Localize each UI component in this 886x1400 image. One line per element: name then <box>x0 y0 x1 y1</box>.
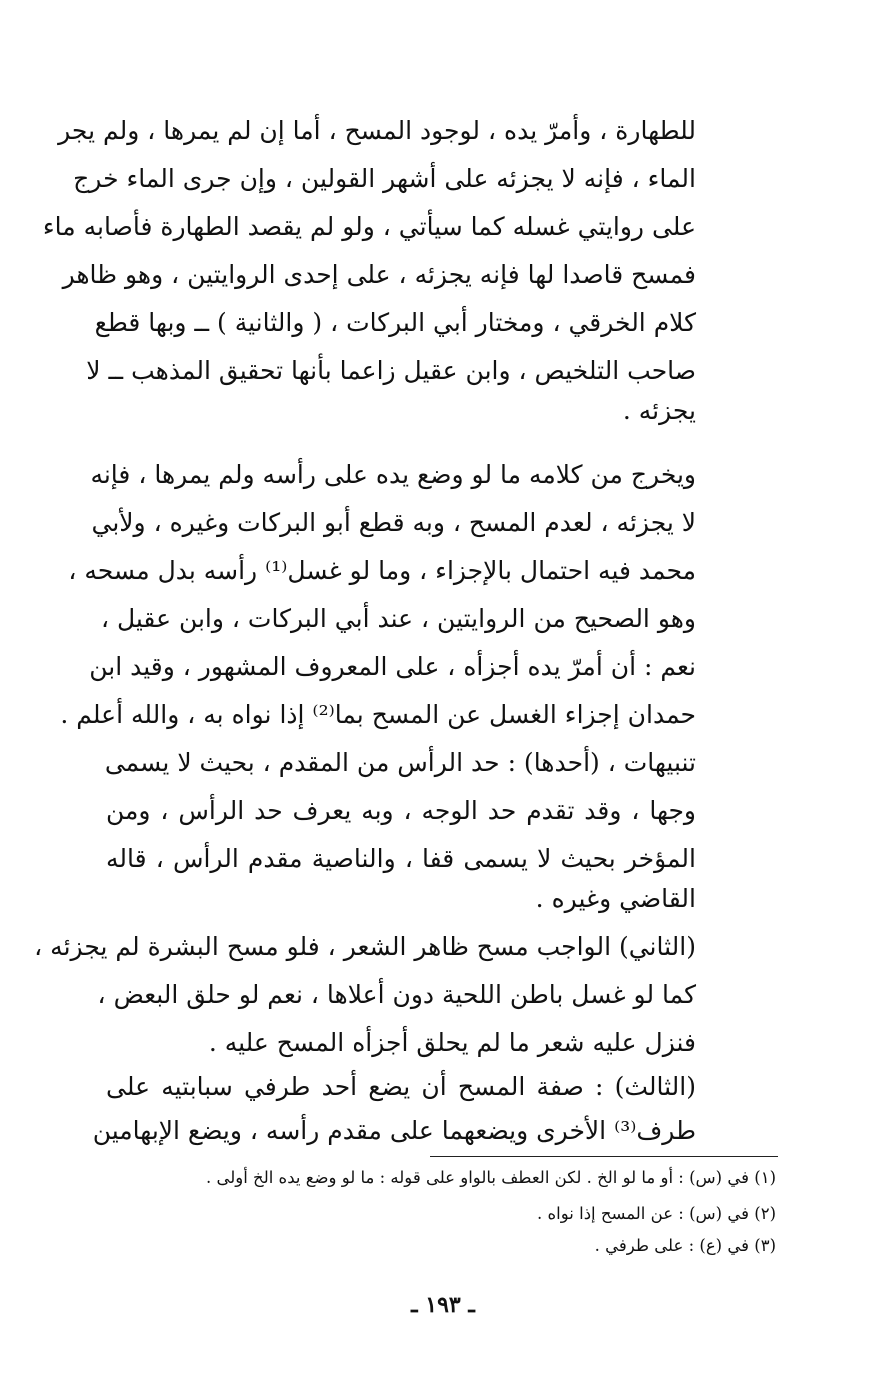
body-line-15: وجها ، وقد تقدم حد الوجه ، وبه يعرف حد الرأس ، ومن <box>106 796 696 825</box>
body-line-8: ويخرج من كلامه ما لو وضع يده على رأسه ولم يمرها ، فإنه <box>90 460 696 489</box>
body-line-5: كلام الخرقي ، ومختار أبي البركات ، ( والثانية ) ــ وبها قطع <box>94 308 696 337</box>
body-line-17: القاضي وغيره . <box>535 884 696 913</box>
body-line-12: نعم : أن أمرّ يده أجزأه ، على المعروف المشهور ، وقيد ابن <box>89 652 696 681</box>
body-line-16: المؤخر بحيث لا يسمى قفا ، والناصية مقدم الرأس ، قاله <box>106 844 696 873</box>
page-number: ـ ١٩٣ ـ <box>411 1292 475 1318</box>
body-line-10: محمد فيه احتمال بالإجزاء ، وما لو غسل⁽¹⁾ رأسه بدل مسحه ، <box>68 556 696 585</box>
body-line-6: صاحب التلخيص ، وابن عقيل زاعما بأنها تحقيق المذهب ــ لا <box>86 356 696 385</box>
body-line-22: طرف⁽³⁾ الأخرى ويضعهما على مقدم رأسه ، ويضع الإبهامين <box>92 1116 696 1145</box>
body-line-3: على روايتي غسله كما سيأتي ، ولو لم يقصد الطهارة فأصابه ماء <box>42 212 696 241</box>
body-line-1: للطهارة ، وأمرّ يده ، لوجود المسح ، أما إن لم يمرها ، ولم يجر <box>58 116 696 145</box>
body-line-11: وهو الصحيح من الروايتين ، عند أبي البركات ، وابن عقيل ، <box>100 604 696 633</box>
body-line-13: حمدان إجزاء الغسل عن المسح بما⁽²⁾ إذا نواه به ، والله أعلم . <box>60 700 696 729</box>
body-line-20: فنزل عليه شعر ما لم يحلق أجزأه المسح عليه . <box>208 1028 696 1057</box>
body-line-21: (الثالث) : صفة المسح أن يضع أحد طرفي سبابتيه على <box>106 1072 696 1101</box>
body-line-2: الماء ، فإنه لا يجزئه على أشهر القولين ، وإن جرى الماء خرج <box>73 164 696 193</box>
body-line-9: لا يجزئه ، لعدم المسح ، وبه قطع أبو البركات وغيره ، ولأبي <box>91 508 696 537</box>
body-line-4: فمسح قاصدا لها فإنه يجزئه ، على إحدى الروايتين ، وهو ظاهر <box>62 260 696 289</box>
body-line-7: يجزئه . <box>622 396 696 425</box>
body-line-18: (الثاني) الواجب مسح ظاهر الشعر ، فلو مسح البشرة لم يجزئه ، <box>34 932 696 961</box>
footnote-3: (٣) في (ع) : على طرفي . <box>594 1236 776 1255</box>
body-line-14: تنبيهات ، (أحدها) : حد الرأس من المقدم ، بحيث لا يسمى <box>104 748 696 777</box>
footnote-2: (٢) في (س) : عن المسح إذا نواه . <box>537 1204 776 1223</box>
footnote-1: (١) في (س) : أو ما لو الخ . لكن العطف بالواو على قوله : ما لو وضع يده الخ أولى . <box>205 1168 776 1187</box>
body-line-19: كما لو غسل باطن اللحية دون أعلاها ، نعم لو حلق البعض ، <box>97 980 696 1009</box>
footnote-divider <box>430 1156 778 1157</box>
